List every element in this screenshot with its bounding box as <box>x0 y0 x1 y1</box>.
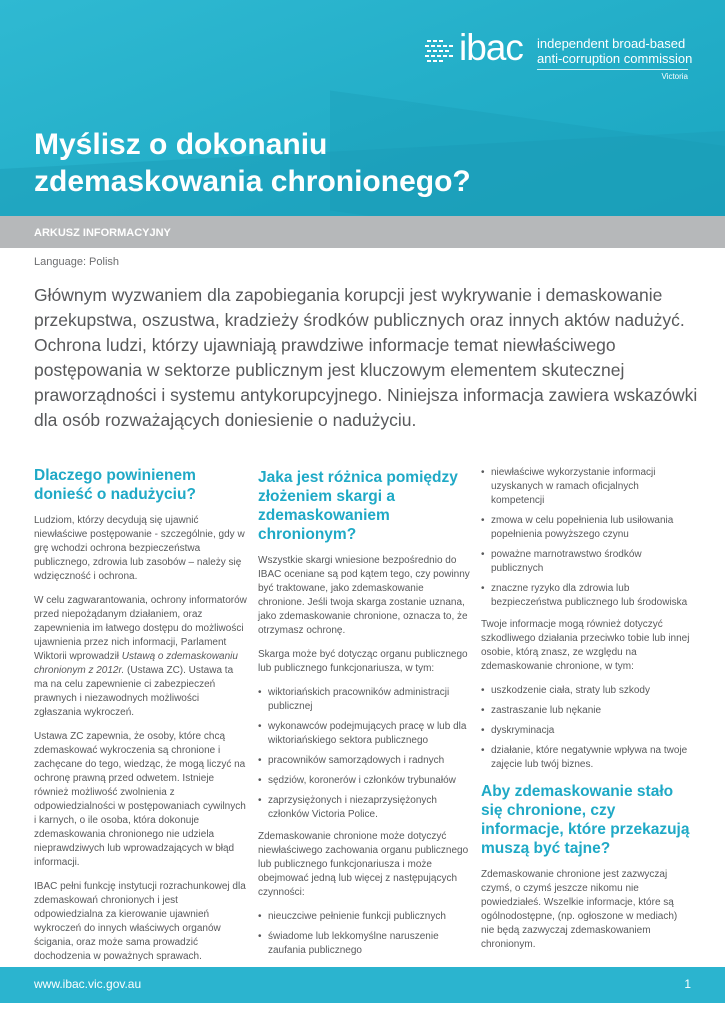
ibac-logo[interactable] <box>425 27 695 86</box>
section-heading: Aby zdemaskowanie stało się chronione, czy informacje, które przekazują muszą być tajne? <box>481 783 690 857</box>
list-item: • sędziów, koronerów i członków trybunałów <box>258 774 473 788</box>
paragraph: Zdemaskowanie chronione może dotyczyć niewłaściwego zachowania organu publicznego lub publicznego funkcjonariusza i może obejmować jedną lub więcej z następujących czynności: <box>258 831 469 898</box>
paragraph: Twoje informacje mogą również dotyczyć szkodliwego działania przeciwko tobie lub innej osobie, którą znasz, ze względu na zdemaskowanie chronione, w tym: <box>481 619 690 672</box>
logo-wordmark: ibac <box>459 27 523 68</box>
intro-paragraph: Głównym wyzwaniem dla zapobiegania korupcji jest wykrywanie i demaskowanie przekupstwa, oszustwa, kradzieży środków publicznych oraz innych aktów nadużyć. Ochrona ludzi, którzy ujawniają prawdziwe informacje temat niewłaściwego postępowania w sektorze publicznym jest kluczowym elementem skutecznej praworządności i systemu antykorupcyjnego. Niniejsza informacja zawiera wskazówki dla osób rozważających doniesienie o nadużyciu. <box>34 285 698 430</box>
list-item: • świadome lub lekkomyślne naruszenie zaufania publicznego <box>258 930 473 958</box>
logo-divider <box>537 69 688 70</box>
paragraph-text: (Ustawa ZC). Ustawa ta ma na celu zapewnienie ci zabezpieczeń prawnych i niezawodnych możliwości zgłaszania wykroczeń. <box>34 665 234 718</box>
column-1 <box>34 466 249 974</box>
logo-tagline-1: independent broad-based <box>537 36 686 51</box>
page-number: 1 <box>684 977 691 991</box>
page-title <box>34 126 634 200</box>
header-banner <box>0 0 725 216</box>
document-type-label: ARKUSZ INFORMACYJNY <box>34 227 171 239</box>
list-item: • pracowników samorządowych i radnych <box>258 754 473 768</box>
column-2 <box>258 466 473 966</box>
list-item: • poważne marnotrawstwo środków publicznych <box>481 548 693 576</box>
paragraph: Zdemaskowanie chronione jest zazwyczaj czymś, o czymś jeszcze nikomu nie powiedziałeś. Wszelkie informacje, które są ogólnodostępne, (np. ogłoszone w mediach) nie będą zazwyczaj zdemaskowaniem chronionym. <box>481 869 678 950</box>
paragraph: Skarga może być dotycząc organu publicznego lub publicznego funkcjonariusza, w tym: <box>258 649 468 674</box>
website-link[interactable]: www.ibac.vic.gov.au <box>34 977 142 991</box>
bullet-list <box>258 910 473 958</box>
paragraph: Ludziom, którzy decydują się ujawnić niewłaściwe postępowanie - szczególnie, gdy w grę wchodzi ochrona bezpieczeństwa publicznego, zdrowia lub zasobów – należy się wdzięczność i ochrona. <box>34 515 245 582</box>
act-name: Ustawą o zdemaskowaniu chronionym z 2012r. <box>34 651 238 676</box>
paragraph-text: W celu zagwarantowania, ochrony informatorów przed niepożądanym działaniem, oraz zapewnienia im łatwego dostępu do możliwości ujawnienia przez nich informacji, Parlament Wiktorii wprowadził <box>34 595 247 662</box>
paragraph: IBAC pełni funkcję instytucji rozrachunkowej dla zdemaskowań chronionych i jest odpowiedzialna za kierowanie ujawnień wykroczeń do innych właściwych organów ścigania, oraz może sama prowadzić dochodzenia w poważnych sprawach. <box>34 881 246 962</box>
column-3 <box>481 466 693 962</box>
paragraph <box>34 594 249 720</box>
list-item: • znaczne ryzyko dla zdrowia lub bezpieczeństwa publicznego lub środowiska <box>481 582 693 610</box>
section-heading: Jaka jest różnica pomiędzy złożeniem skargi a zdemaskowaniem chronionym? <box>258 469 458 543</box>
section-band <box>0 216 725 248</box>
logo-state: Victoria <box>661 72 688 81</box>
logo-tagline-2: anti-corruption commission <box>537 51 693 66</box>
page-title-line-2: zdemaskowania chronionego? <box>34 165 471 198</box>
list-item: • nieuczciwe pełnienie funkcji publicznych <box>258 910 473 924</box>
bullet-list <box>258 686 473 822</box>
list-item: • zastraszanie lub nękanie <box>481 704 693 718</box>
list-item: • zmowa w celu popełnienia lub usiłowania popełnienia powyższego czynu <box>481 514 693 542</box>
list-item: • uszkodzenie ciała, straty lub szkody <box>481 684 693 698</box>
page-title-line-1: Myślisz o dokonaniu <box>34 128 328 161</box>
language-label: Language: Polish <box>34 256 120 268</box>
list-item: • wykonawców podejmujących pracę w lub dla wiktoriańskiego sektora publicznego <box>258 720 473 748</box>
list-item: • niewłaściwe wykorzystanie informacji uzyskanych w ramach oficjalnych kompetencji <box>481 466 693 508</box>
list-item: • działanie, które negatywnie wpływa na twoje zajęcie lub twój biznes. <box>481 744 693 772</box>
ibac-dots-logo-icon <box>425 36 455 66</box>
paragraph: Ustawa ZC zapewnia, że osoby, które chcą zdemaskować wykroczenia są chronione i zachęcane do tego, wiedząc, że mogą liczyć na ochronę prawną przed odwetem. Istnieje również możliwość zwolnienia z odpowiedzialności w postępowaniach cywilnych i karnych, o ile osoba, która dokonuje zdemaskowania chronionego nie udziela nieprawdziwych lub wprowadzających w błąd informacji. <box>34 731 246 868</box>
list-item: • dyskryminacja <box>481 724 693 738</box>
bullet-list <box>481 466 693 610</box>
list-item: • zaprzysiężonych i niezaprzysiężonych członków Victoria Police. <box>258 794 473 822</box>
section-heading: Dlaczego powinienem donieść o nadużyciu? <box>34 467 196 503</box>
footer-bar <box>0 967 725 1003</box>
paragraph: Wszystkie skargi wniesione bezpośrednio do IBAC oceniane są pod kątem tego, czy powinny być traktowane, jako zdemaskowanie chronione. Jeśli twoja skarga zostanie uznana, jako zdemaskowanie chronione, oznacza to, że otrzymasz ochronę. <box>258 555 470 636</box>
list-item: • wiktoriańskich pracowników administracji publicznej <box>258 686 473 714</box>
bullet-list <box>481 684 693 772</box>
